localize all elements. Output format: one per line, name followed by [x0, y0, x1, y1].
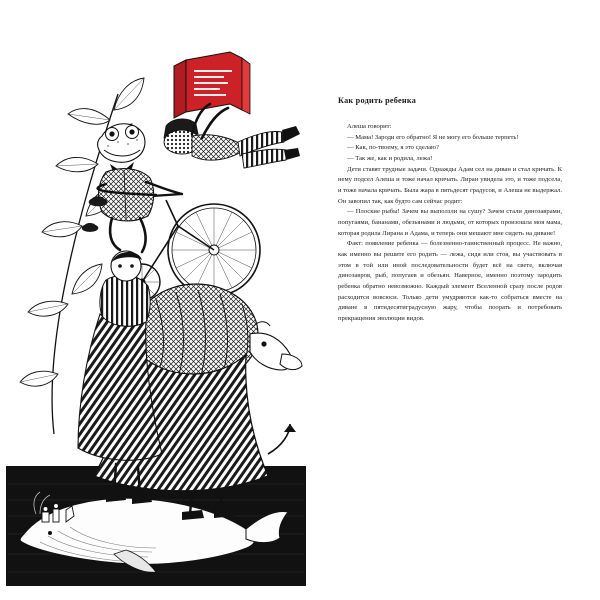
paragraph: — Плоские рыбы! Зачем вы выползли на сушу? Зачем стали динозаврами, попугаями, бананами, обезьянами и людьми, от которых произошла моя мама, которая родила Лирана и Адама, и теперь они мешают мне сидеть на диване!: [338, 208, 562, 237]
paragraph: — Мама! Зароди его обратно! Я не могу его больше терпеть!: [347, 133, 519, 141]
paragraph: Дети ставят трудные задачи. Однажды Адам сел на диван и стал кричать. К нему подсел Алеша и тоже начал кричать. Лиран увидела это, и тоже подсела, и тоже начала кричать. Была жара в пятьдесят градусов, и Алеша не выдержал. Он завопил так, как будто сам сейчас родит:: [338, 165, 562, 205]
red-book: [174, 52, 250, 118]
text-column: [338, 96, 562, 325]
paragraph: Факт: появление ребенка — болезненно-таинственный процесс. Не важно, как именно вы решите его родить — лежа, сидя или стоя, вы участвовать в этом в той или иной последовательности будет всё на свете, включая динозавров, рыб, попугаев и обезьян. Наверное, именно поэтому зародить ребенка обратно невозможно. Каждый элемент Вселенной сразу после родов расходится вовсюси. Только дети умудряются как-то собраться вместе на диване в пятидесятиградусную жару, чтобы поорать и потребовать прекращения эволюции видов.: [338, 240, 562, 322]
paragraph: — Так же, как и родила, лежа!: [347, 154, 433, 162]
illustration-panel: [6, 14, 318, 586]
paragraph: — Как, по-твоему, я это сделаю?: [347, 144, 439, 152]
paragraph: Алеша говорит:: [347, 122, 392, 130]
chapter-title: Как родить ребенка: [338, 96, 417, 105]
reading-figure: [164, 104, 300, 168]
illustration-artwork: [6, 14, 318, 586]
body-text: [338, 122, 562, 325]
